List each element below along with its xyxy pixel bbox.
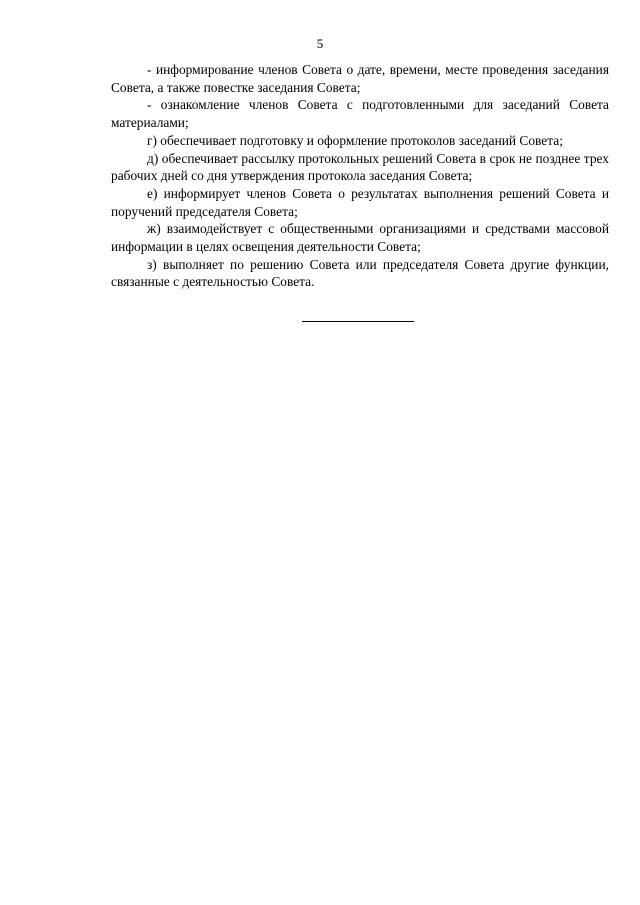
paragraph-item-zh: ж) взаимодействует с общественными организациями и средствами массовой информации в целях освещения деятельности Совета; [111,221,609,255]
paragraph-item-d: д) обеспечивает рассылку протокольных решений Совета в срок не позднее трех рабочих дней со дня утверждения протокола заседания Совета; [111,150,609,184]
end-of-document-rule [302,321,414,322]
paragraph-item-z: з) выполняет по решению Совета или председателя Совета другие функции, связанные с деятельностью Совета. [111,256,609,290]
paragraph-item-e: е) информирует членов Совета о результатах выполнения решений Совета и поручений председателя Совета; [111,185,609,219]
paragraph-informing-members: - информирование членов Совета о дате, времени, месте проведения заседания Совета, а также повестке заседания Совета; [111,62,609,95]
page-number: 5 [316,36,324,51]
document-body [111,61,609,291]
paragraph-materials-review: - ознакомление членов Совета с подготовленными для заседаний Совета материалами; [111,97,609,131]
paragraph-item-g: г) обеспечивает подготовку и оформление протоколов заседаний Совета; [147,132,563,148]
